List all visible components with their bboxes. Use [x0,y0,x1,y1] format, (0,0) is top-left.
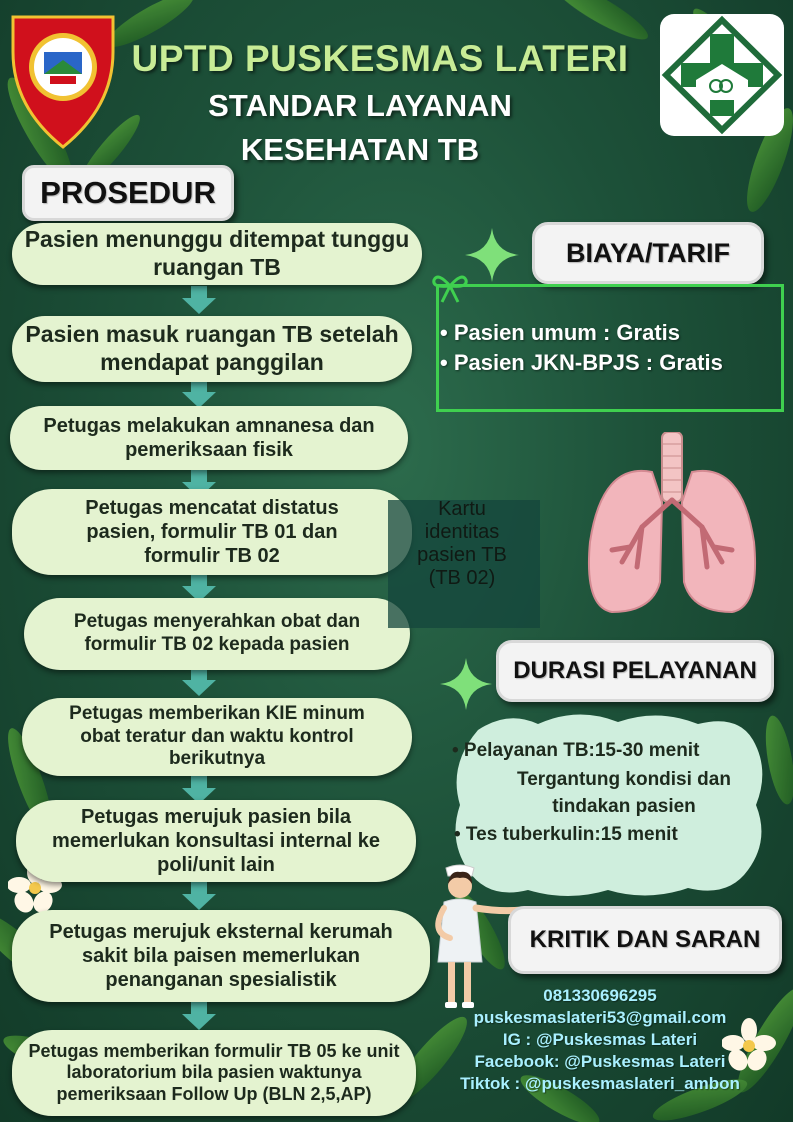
prosedur-step: Pasien menunggu ditempat tunggu ruangan TB [12,223,422,285]
contact-phone[interactable]: 081330696295 [543,986,657,1005]
arrow-down-icon [182,380,216,408]
contact-instagram[interactable]: IG : @Puskesmas Lateri [502,1030,698,1049]
prosedur-step: Petugas merujuk eksternal kerumah sakit bila paisen memerlukan penanganan spesialistik [12,910,430,1002]
prosedur-step: Petugas mencatat distatus pasien, formulir TB 01 dan formulir TB 02 [12,489,412,575]
contact-tiktok[interactable]: Tiktok : @puskesmaslateri_ambon [460,1074,740,1093]
contact-facebook[interactable]: Facebook: @Puskesmas Lateri [474,1052,726,1071]
contact-email[interactable]: puskesmaslateri53@gmail.com [473,1008,727,1027]
arrow-down-icon [182,286,216,314]
kritik-heading: KRITIK DAN SARAN [508,906,782,974]
prosedur-heading: PROSEDUR [22,165,234,221]
page-subtitle-line2: KESEHATAN TB [240,132,480,167]
durasi-item: • Pelayanan TB:15-30 menit [452,740,700,761]
puskesmas-logo [658,12,786,138]
page-subtitle-line1: STANDAR LAYANAN [208,88,512,123]
arrow-down-icon [182,668,216,696]
arrow-down-icon [182,1002,216,1030]
sparkle-icon [440,658,492,710]
biaya-frame [436,284,784,412]
prosedur-step: Petugas memberikan formulir TB 05 ke unit laboratorium bila pasien waktunya pemeriksaan Follow Up (BLN 2,5,AP) [12,1030,416,1116]
side-note-text: Kartu identitas pasien TB (TB 02) [417,498,507,589]
prosedur-step: Pasien masuk ruangan TB setelah mendapat panggilan [12,316,412,382]
lungs-illustration [582,432,762,622]
page-title: UPTD PUSKESMAS LATERI [131,38,629,79]
arrow-down-icon [182,882,216,910]
biaya-item: • Pasien JKN-BPJS : Gratis [440,350,723,375]
ribbon-icon [430,268,470,304]
prosedur-step: Petugas merujuk pasien bila memerlukan konsultasi internal ke poli/unit lain [16,800,416,882]
sparkle-icon [465,228,519,282]
prosedur-step: Petugas menyerahkan obat dan formulir TB 02 kepada pasien [24,598,410,670]
durasi-heading: DURASI PELAYANAN [496,640,774,702]
biaya-item: • Pasien umum : Gratis [440,320,680,345]
durasi-item: Tergantung kondisi dan tindakan pasien [517,769,731,817]
biaya-heading: BIAYA/TARIF [532,222,764,284]
prosedur-step: Petugas memberikan KIE minum obat teratur dan waktu kontrol berikutnya [22,698,412,776]
prosedur-step: Petugas melakukan amnanesa dan pemeriksaan fisik [10,406,408,470]
durasi-item: • Tes tuberkulin:15 menit [454,824,678,845]
regional-emblem-logo [8,12,118,152]
